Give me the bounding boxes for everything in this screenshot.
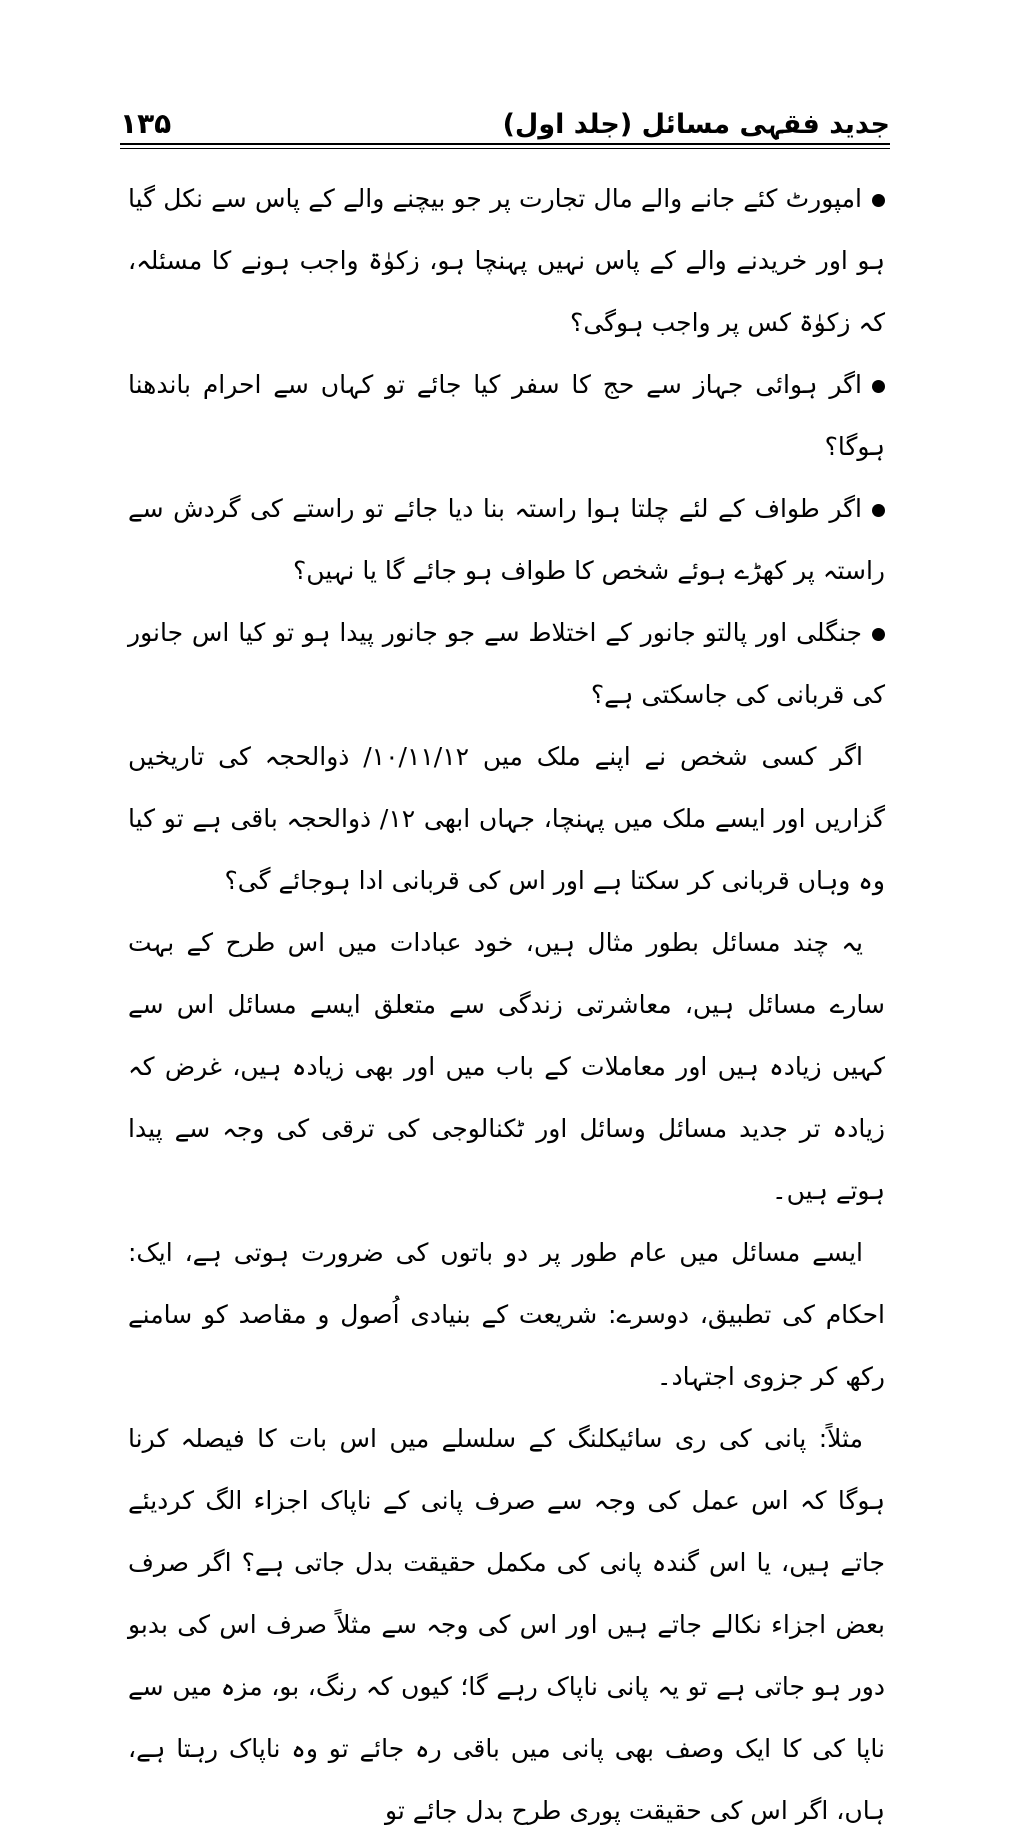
bullet-item xyxy=(128,478,885,602)
bullet-icon xyxy=(872,504,885,517)
bullet-text: اگر طواف کے لئے چلتا ہوا راستہ بنا دیا جائے تو راستے کی گردش سے راستہ پر کھڑے ہوئے شخص کا طواف ہو جائے گا یا نہیں؟ xyxy=(128,494,885,585)
bullet-text: امپورٹ کئے جانے والے مال تجارت پر جو بیچنے والے کے پاس سے نکل گیا ہو اور خریدنے والے کے پاس نہیں پہنچا ہو، زکوٰۃ واجب ہونے کا مسئلہ، کہ زکوٰۃ کس پر واجب ہوگی؟ xyxy=(128,184,885,337)
bullet-text: اگر ہوائی جہاز سے حج کا سفر کیا جائے تو کہاں سے احرام باندھنا ہوگا؟ xyxy=(128,370,885,461)
paragraph: مثلاً: پانی کی ری سائیکلنگ کے سلسلے میں اس بات کا فیصلہ کرنا ہوگا کہ اس عمل کی وجہ سے صرف پانی کے ناپاک اجزاء الگ کردیئے جاتے ہیں، یا اس گندہ پانی کی مکمل حقیقت بدل جاتی ہے؟ اگر صرف بعض اجزاء نکالے جاتے ہیں اور اس کی وجہ سے مثلاً صرف اس کی بدبو دور ہو جاتی ہے تو یہ پانی ناپاک رہے گا؛ کیوں کہ رنگ، بو، مزہ میں سے ناپا کی کا ایک وصف بھی پانی میں باقی رہ جائے تو وہ ناپاک رہتا ہے، ہاں، اگر اس کی حقیقت پوری طرح بدل جائے تو xyxy=(128,1424,885,1825)
bullet-item xyxy=(128,168,885,354)
paragraph: یہ چند مسائل بطور مثال ہیں، خود عبادات میں اس طرح کے بہت سارے مسائل ہیں، معاشرتی زندگی سے متعلق ایسے مسائل اس سے کہیں زیادہ ہیں اور معاملات کے باب میں اور بھی زیادہ ہیں، غرض کہ زیادہ تر جدید مسائل وسائل اور ٹکنالوجی کی ترقی کی وجہ سے پیدا ہوتے ہیں۔ xyxy=(128,928,885,1205)
bullet-text: جنگلی اور پالتو جانور کے اختلاط سے جو جانور پیدا ہو تو کیا اس جانور کی قربانی کی جاسکتی ہے؟ xyxy=(128,618,885,709)
page-number: ۱۳۵ xyxy=(120,107,172,140)
bullet-icon xyxy=(872,628,885,641)
header-rule-thick xyxy=(120,143,890,145)
page-header xyxy=(120,88,890,138)
book-title: جدید فقہی مسائل (جلد اول) xyxy=(502,109,890,140)
bullet-icon xyxy=(872,194,885,207)
body-text xyxy=(128,168,885,1842)
bullet-item xyxy=(128,354,885,478)
header-rule-thin xyxy=(120,148,890,149)
bullet-icon xyxy=(872,380,885,393)
paragraph: اگر کسی شخص نے اپنے ملک میں ۱۰/۱۱/۱۲/ ذوالحجہ کی تاریخیں گزاریں اور ایسے ملک میں پہنچا، جہاں ابھی ۱۲/ ذوالحجہ باقی ہے تو کیا وہ وہاں قربانی کر سکتا ہے اور اس کی قربانی ادا ہوجائے گی؟ xyxy=(128,742,885,895)
paragraph: ایسے مسائل میں عام طور پر دو باتوں کی ضرورت ہوتی ہے، ایک: احکام کی تطبیق، دوسرے: شریعت کے بنیادی اُصول و مقاصد کو سامنے رکھ کر جزوی اجتہاد۔ xyxy=(128,1238,885,1391)
bullet-item xyxy=(128,602,885,726)
